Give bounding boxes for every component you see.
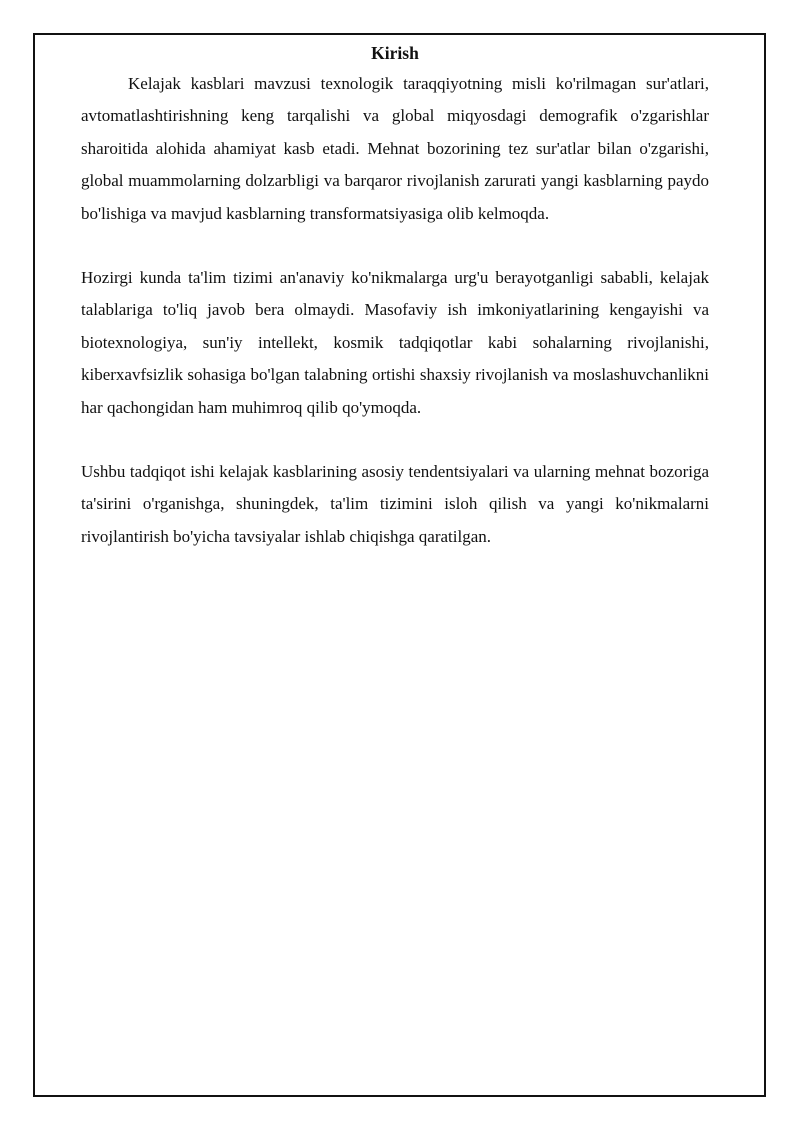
paragraph-1: Kelajak kasblari mavzusi texnologik taraqqiyotning misli ko'rilmagan sur'atlari, avtomatlashtirishning keng tarqalishi va global miqyosdagi demografik o'zgarishlar sharoitida alohida ahamiyat kasb etadi. Mehnat bozorining tez sur'atlar bilan o'zgarishi, global muammolarning dolzarbligi va barqaror rivojlanish zarurati yangi kasblarning paydo bo'lishiga va mavjud kasblarning transformatsiyasiga olib kelmoqda. (81, 74, 709, 223)
paragraph-spacer (81, 424, 709, 456)
paragraph-2: Hozirgi kunda ta'lim tizimi an'anaviy ko'nikmalarga urg'u berayotganligi sababli, kelajak talablariga to'liq javob bera olmaydi. Masofaviy ish imkoniyatlarining kengayishi va biotexnologiya, sun'iy intellekt, kosmik tadqiqotlar kabi sohalarning rivojlanishi, kiberxavfsizlik sohasiga bo'lgan talabning ortishi shaxsiy rivojlanish va moslashuvchanlikni har qachongidan ham muhimroq qilib qo'ymoqda. (81, 268, 709, 417)
paragraph-spacer (81, 230, 709, 262)
section-heading: Kirish (371, 43, 419, 63)
paragraph-3: Ushbu tadqiqot ishi kelajak kasblarining asosiy tendentsiyalari va ularning mehnat bozoriga ta'sirini o'rganishga, shuningdek, ta'lim tizimini isloh qilish va yangi ko'nikmalarni rivojlantirish bo'yicha tavsiyalar ishlab chiqishga qaratilgan. (81, 462, 709, 546)
document-body (81, 42, 709, 553)
